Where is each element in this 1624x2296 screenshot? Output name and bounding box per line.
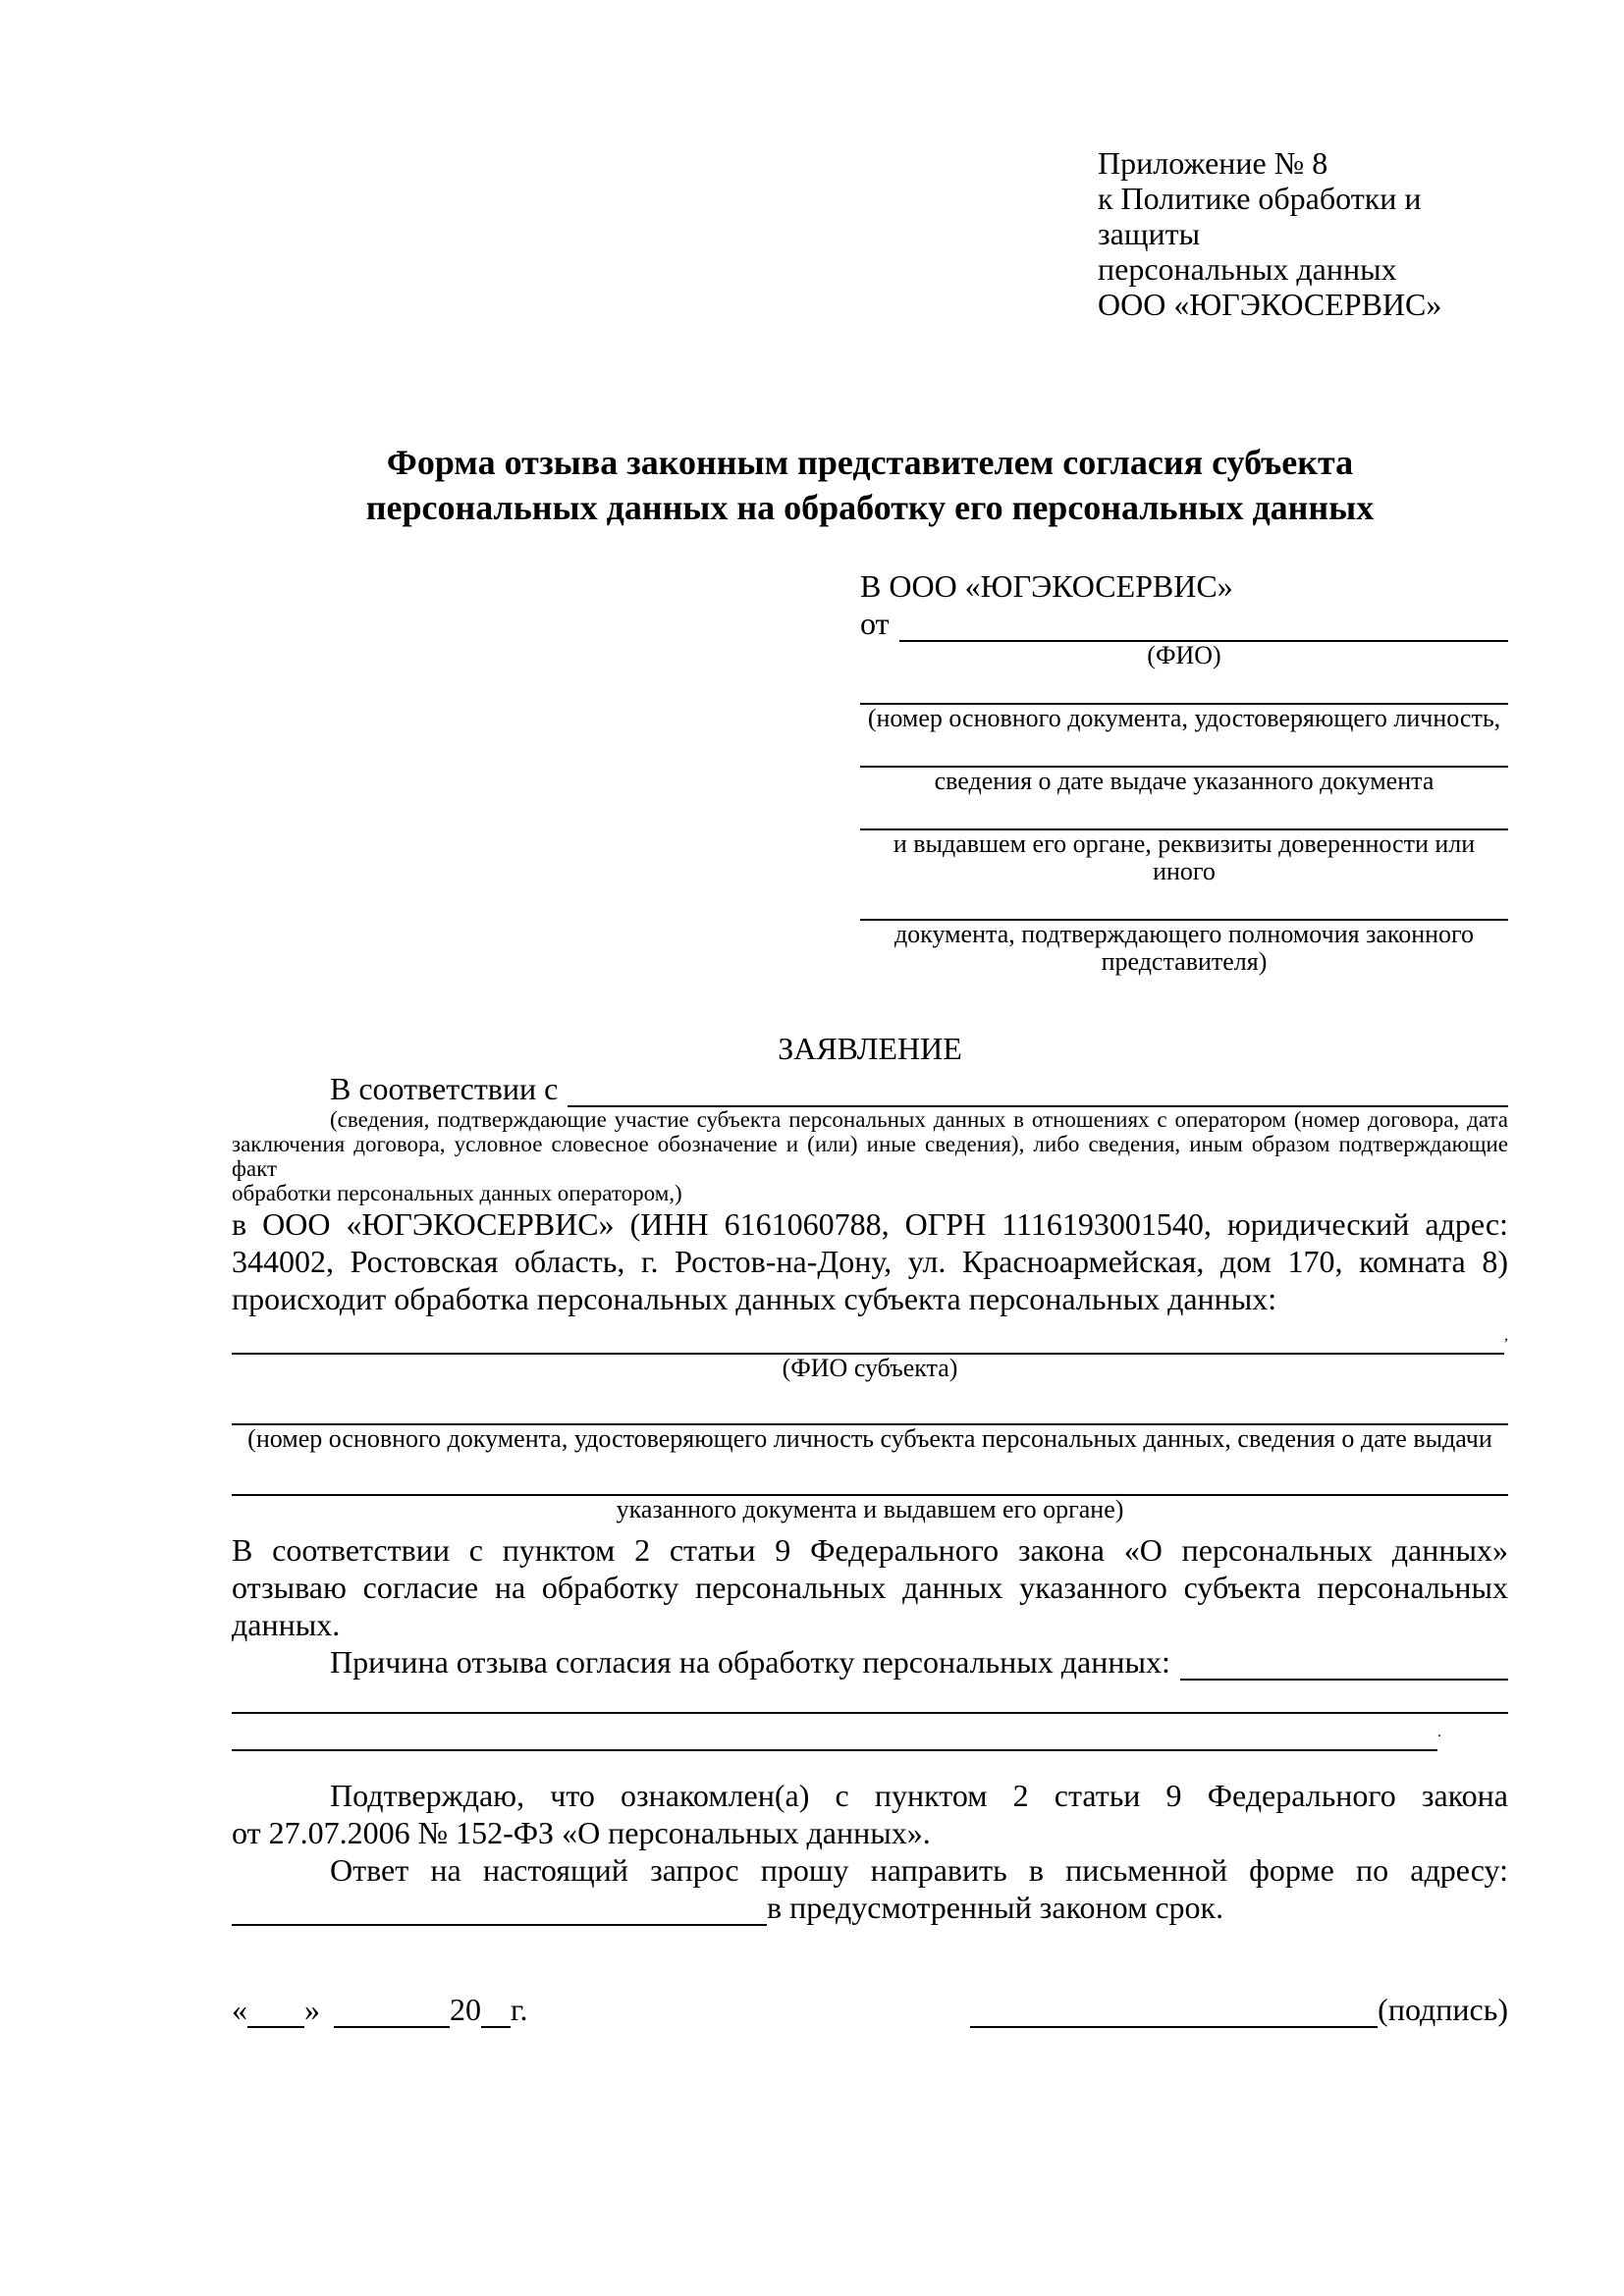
addressee-block bbox=[860, 567, 1508, 976]
addressee-org: В ООО «ЮГЭКОСЕРВИС» bbox=[860, 568, 1233, 604]
appendix-header-line: персональных данных bbox=[1098, 251, 1397, 287]
reason-row bbox=[232, 1643, 1508, 1681]
blank-line bbox=[899, 611, 1508, 642]
operator-paragraph bbox=[232, 1205, 1508, 1317]
document-title-line: Форма отзыва законным представителем согласия субъекта bbox=[386, 443, 1354, 482]
blank-line bbox=[1180, 1649, 1508, 1681]
comma: , bbox=[1504, 1327, 1508, 1344]
reason-blank-row bbox=[232, 1714, 1508, 1751]
blank-line bbox=[232, 1716, 1437, 1751]
subject-fio-caption: (ФИО субъекта) bbox=[782, 1354, 958, 1382]
blank-line bbox=[232, 1681, 1508, 1714]
paragraph-line: от 27.07.2006 № 152-ФЗ «О персональных данных». bbox=[232, 1815, 931, 1850]
reason-label: Причина отзыва согласия на обработку персональных данных: bbox=[330, 1644, 1170, 1680]
blank-line bbox=[860, 887, 1508, 921]
blank-caption: и выдавшем его органе, реквизиты доверенности или иного bbox=[893, 829, 1476, 885]
subject-doc-caption: (номер основного документа, удостоверяющего личность субъекта персональных данных, сведения о дате выдачи bbox=[247, 1424, 1492, 1453]
reply-line: Ответ на настоящий запрос прошу направить в письменной форме по адресу: bbox=[330, 1852, 1508, 1888]
accord-row bbox=[232, 1070, 1508, 1107]
from-row bbox=[860, 605, 1508, 642]
blank-caption: (номер основного документа, удостоверяющего личность, bbox=[867, 704, 1501, 732]
reply-tail: в предусмотренный законом срок. bbox=[767, 1890, 1224, 1925]
blank-line bbox=[232, 1895, 767, 1926]
blank-line bbox=[232, 1392, 1508, 1425]
signature-caption: (подпись) bbox=[1378, 1992, 1508, 2027]
paragraph-line: происходит обработка персональных данных субъекта персональных данных: bbox=[232, 1281, 1277, 1316]
year-suffix: г. bbox=[511, 1992, 528, 2027]
subject-fio-row bbox=[232, 1317, 1508, 1355]
date-close-quote: » bbox=[304, 1992, 320, 2027]
from-label: от bbox=[860, 606, 890, 641]
withdraw-paragraph bbox=[232, 1531, 1508, 1643]
appendix-header-line: к Политике обработки и защиты bbox=[1098, 181, 1422, 251]
blank-line bbox=[860, 797, 1508, 830]
paragraph-line: в ООО «ЮГЭКОСЕРВИС» (ИНН 6161060788, ОГРН 1116193001540, юридический адрес: bbox=[232, 1206, 1508, 1242]
reply-blank-row bbox=[232, 1889, 1508, 1926]
blank-line bbox=[568, 1076, 1508, 1107]
subject-doc-caption: указанного документа и выдавшем его органе) bbox=[616, 1495, 1124, 1523]
year-prefix: 20 bbox=[450, 1992, 481, 2027]
note-line: заключения договора, условное словесное обозначение и (или) иные сведения), либо сведения, иным образом подтверждающие факт bbox=[232, 1132, 1508, 1181]
note-line: (сведения, подтверждающие участие субъекта персональных данных в отношениях с оператором (номер договора, дата bbox=[330, 1107, 1508, 1132]
blank-line bbox=[860, 734, 1508, 768]
period: . bbox=[1437, 1724, 1441, 1740]
paragraph-line: 344002, Ростовская область, г. Ростов-на-Дону, ул. Красноармейская, дом 170, комната 8) bbox=[232, 1244, 1508, 1279]
signature-blank-line bbox=[970, 1997, 1378, 2028]
day-blank-line bbox=[247, 1997, 304, 2028]
date-open-quote: « bbox=[232, 1992, 247, 2027]
fio-caption: (ФИО) bbox=[1147, 641, 1221, 669]
appendix-header bbox=[1098, 145, 1508, 322]
document-title-line: персональных данных на обработку его персональных данных bbox=[365, 488, 1375, 527]
paragraph-line: В соответствии с пунктом 2 статьи 9 Федерального закона «О персональных данных» bbox=[232, 1532, 1508, 1568]
date-line bbox=[232, 1991, 528, 2028]
appendix-header-line: ООО «ЮГЭКОСЕРВИС» bbox=[1098, 287, 1442, 322]
note-paragraph bbox=[232, 1107, 1508, 1205]
signature-line bbox=[970, 1991, 1508, 2028]
confirm-paragraph bbox=[232, 1777, 1508, 1851]
blank-caption: документа, подтверждающего полномочия законного представителя) bbox=[893, 920, 1475, 976]
year-blank-line bbox=[481, 1997, 511, 2028]
blank-line bbox=[232, 1463, 1508, 1496]
month-blank-line bbox=[334, 1997, 450, 2028]
blank-line bbox=[232, 1323, 1504, 1355]
appendix-header-line: Приложение № 8 bbox=[1098, 145, 1328, 181]
document-title bbox=[232, 440, 1508, 530]
paragraph-line: данных. bbox=[232, 1607, 341, 1642]
statement-heading: ЗАЯВЛЕНИЕ bbox=[778, 1031, 962, 1066]
accord-label: В соответствии с bbox=[330, 1071, 559, 1106]
paragraph-line: Подтверждаю, что ознакомлен(а) с пунктом 2 статьи 9 Федерального закона bbox=[330, 1778, 1508, 1813]
blank-line bbox=[860, 671, 1508, 705]
signature-date-row bbox=[232, 1991, 1508, 2028]
blank-caption: сведения о дате выдаче указанного документа bbox=[934, 767, 1435, 795]
note-line: обработки персональных данных оператором,) bbox=[232, 1181, 682, 1205]
paragraph-line: отзываю согласие на обработку персональных данных указанного субъекта персональных bbox=[232, 1570, 1508, 1605]
